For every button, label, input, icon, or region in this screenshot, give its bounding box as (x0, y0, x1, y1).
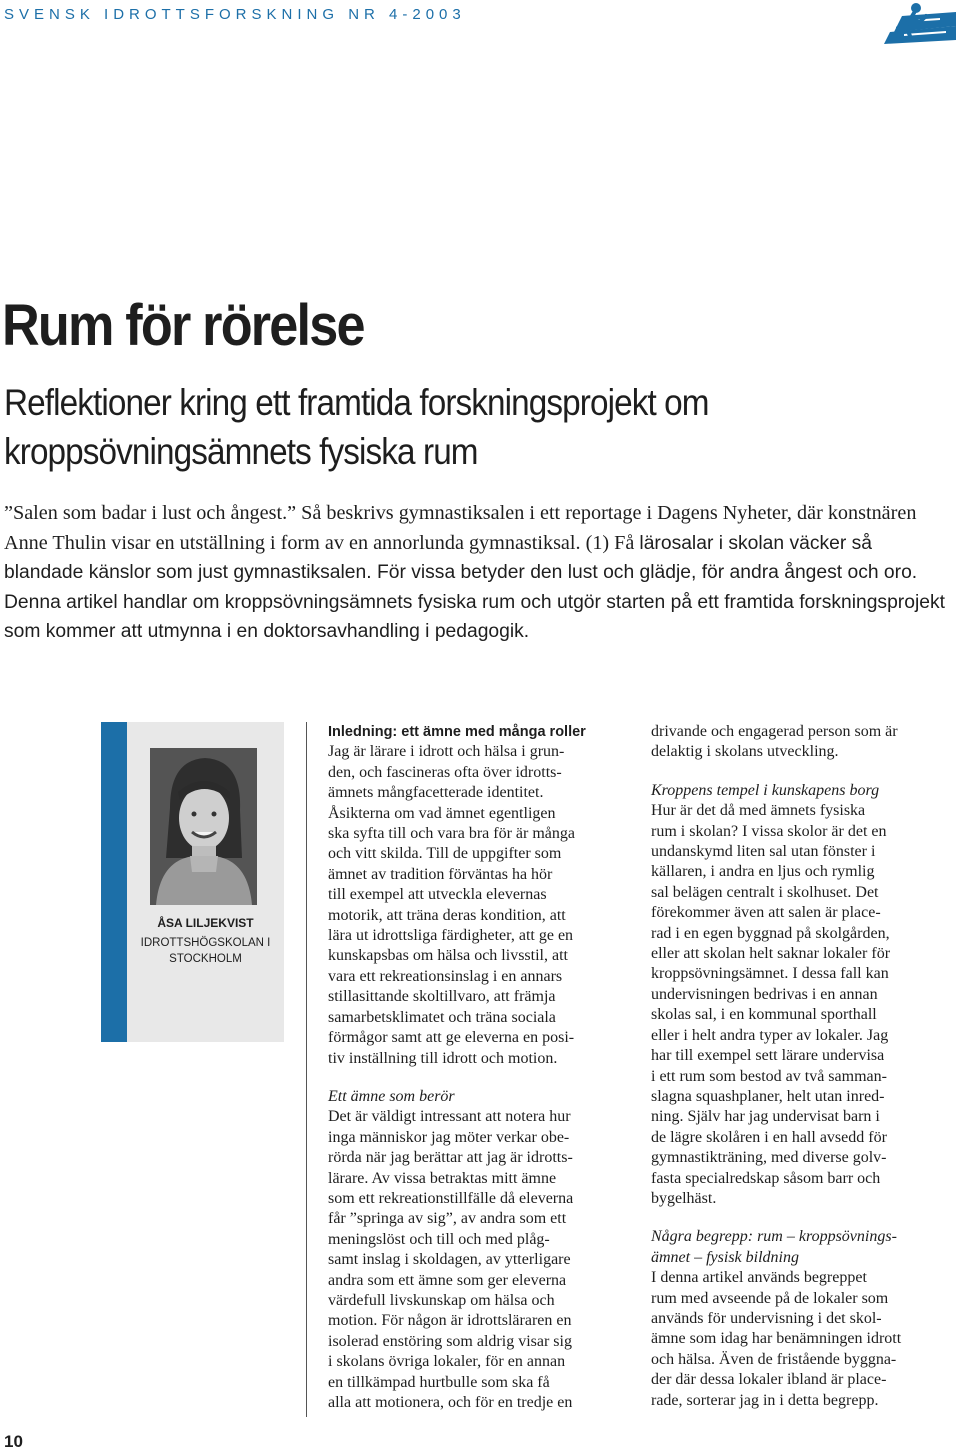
text-line: inga människor jag möter verkar obe- (328, 1128, 570, 1146)
text-line: förmågor samt att ge eleverna en posi- (328, 1029, 575, 1047)
text-line: skolas sal, i en kommunal sporthall (651, 1006, 877, 1024)
text-line: samt inslag i skoldagen, av ytterligare (328, 1251, 571, 1269)
article-title: Rum för rörelse (2, 293, 364, 358)
text-line: alla att motionera, och för en tredje en (328, 1394, 573, 1411)
text-line: delaktig i skolans utveckling. (651, 743, 839, 761)
text-line: drivande och engagerad person som är (651, 723, 898, 740)
text-line: andra som ett ämne som ger eleverna (328, 1271, 567, 1289)
text-line: som ett rekreationstillfälle då eleverna (328, 1189, 574, 1207)
intro-serif-text: ”Salen som badar i lust och ångest.” Så beskrivs gymnastiksalen i ett reportage i Dagens Nyheter, där konstnären Anne Thulin visar en utställning i form av en annorlunda gymnastiksal. (1) Få (4, 502, 917, 554)
author-affiliation: IDROTTSHÖGSKOLAN I STOCKHOLM (140, 937, 271, 965)
author-portrait (150, 748, 257, 905)
text-line: källaren, i andra en ljus och rymlig (651, 863, 875, 881)
paragraph (651, 722, 956, 763)
sprinting-figure-logo-icon (880, 2, 956, 44)
text-line: den, och fascineras ofta över idrotts- (328, 763, 562, 781)
text-line: Åsikterna om vad ämnet egentligen (328, 804, 556, 822)
article-subtitle (4, 378, 904, 476)
column-3 (651, 722, 956, 1411)
text-line: eller i helt andra typer av lokaler. Jag (651, 1026, 889, 1044)
journal-header: SVENSK IDROTTSFORSKNING NR 4-2003 (4, 6, 466, 23)
subtitle-line: Reflektioner kring ett framtida forskningsprojekt om (4, 382, 709, 423)
paragraph (651, 801, 956, 1209)
column-divider (306, 722, 307, 1417)
text-line: i ett rum som bestod av två samman- (651, 1067, 887, 1085)
text-line: slagna squashplaner, helt utan inred- (651, 1087, 885, 1105)
text-line: Några begrepp: rum – kroppsövnings- (651, 1228, 897, 1246)
text-line: till exempel att utveckla elevernas (328, 886, 547, 904)
text-line: I denna artikel används begreppet (651, 1269, 867, 1287)
text-line: ämne som idag har benämningen idrott (651, 1330, 902, 1348)
text-line: i skolans övriga lokaler, för en annan (328, 1353, 566, 1371)
text-line: motion. För någon är idrottsläraren en (328, 1312, 572, 1330)
text-line: rum i skolan? I vissa skolor är det en (651, 822, 887, 840)
intro-sans-text: lärosalar i skolan väcker så blandade känslor som just gymnastiksalen. För vissa betyder den lust och glädje, för andra ångest och oro. Denna artikel handlar om kroppsövningsämnets fysiska rum och utgör starten på ett framtida forskningsprojekt som kommer att utmynna i en doktorsavhandling i pedagogik. (4, 532, 945, 642)
text-line: förekommer även att salen är place- (651, 904, 881, 922)
text-line: stillasittande skoltillvaro, att främja (328, 988, 556, 1006)
text-line: och hälsa. Även de fristående byggna- (651, 1350, 897, 1368)
text-line: en tillkämpad hurtbulle som ska få (328, 1373, 550, 1391)
paragraph (328, 1107, 633, 1413)
text-line: sal belägen centralt i skolhuset. Det (651, 883, 879, 901)
section-heading: Inledning: ett ämne med många roller (328, 724, 586, 740)
text-line: rad i en egen byggnad på skolgården, (651, 924, 890, 942)
text-line: ämnet – fysisk bildning (651, 1248, 799, 1266)
text-line: de lägre skolåren i en hall avsedd för (651, 1128, 887, 1146)
text-line: lära ut idrottsliga färdigheter, att ge en (328, 927, 574, 945)
section-subheading (651, 1227, 956, 1268)
text-line: ning. Själv har jag undervisat barn i (651, 1108, 880, 1126)
paragraph (328, 742, 633, 1069)
text-line: värdefull livskunskap om hälsa och (328, 1291, 555, 1309)
text-line: kunskapsbas om hälsa och livsstil, att (328, 947, 568, 965)
text-line: der där dessa lokaler ibland är place- (651, 1371, 887, 1389)
text-line: Jag är lärare i idrott och hälsa i grun- (328, 743, 565, 761)
text-line: ämnet av tradition förväntas ha hör (328, 865, 553, 883)
text-line: ska syfta till och vara bra för är många (328, 825, 576, 843)
subtitle-line: kroppsövningsämnets fysiska rum (4, 431, 478, 472)
text-line: kroppsövningsämnet. I dessa fall kan (651, 965, 889, 983)
text-line: bygelhäst. (651, 1189, 717, 1207)
text-line: rum med avseende på de lokaler som (651, 1289, 889, 1307)
text-line: rade, sorterar jag in i detta begrepp. (651, 1391, 879, 1409)
paragraph (651, 1268, 956, 1411)
text-line: fasta specialredskap såsom barr och (651, 1169, 881, 1187)
text-line: meningslöst och till och med plåg- (328, 1230, 550, 1248)
section-subheading: Ett ämne som berör (328, 1087, 455, 1105)
text-line: vara ett rekreationsinslag i en annars (328, 967, 563, 985)
column-2 (328, 722, 633, 1413)
text-line: isolerad enstöring som aldrig visar sig (328, 1332, 572, 1350)
text-line: får ”springa av sig”, av andra som ett (328, 1210, 567, 1228)
section-subheading: Kroppens tempel i kunskapens borg (651, 781, 880, 799)
text-line: rörda när jag berättar att jag är idrotts- (328, 1149, 573, 1167)
text-line: undanskymd liten sal utan fönster i (651, 843, 876, 861)
text-line: ämnets mångfacetterade identitet. (328, 784, 544, 802)
text-line: har till exempel sett lärare undervisa (651, 1047, 885, 1065)
text-line: och vitt skilda. Till de uppgifter som (328, 845, 562, 863)
page-number: 10 (4, 1432, 23, 1451)
article-intro (4, 499, 950, 647)
text-line: lärare. Av vissa betraktas mitt ämne (328, 1169, 557, 1187)
accent-bar (101, 722, 127, 1042)
text-line: gymnastikträning, med diverse golv- (651, 1149, 887, 1167)
text-line: eller att skolan helt saknar lokaler för (651, 945, 891, 963)
text-line: samarbetsklimatet och träna sociala (328, 1008, 556, 1026)
text-line: Hur är det då med ämnets fysiska (651, 802, 866, 820)
text-line: används för undervisning i det skol- (651, 1309, 882, 1327)
author-box (101, 722, 284, 1042)
text-line: motorik, att träna deras kondition, att (328, 906, 566, 924)
text-line: undervisningen bedrivas i en annan (651, 985, 878, 1003)
text-line: Det är väldigt intressant att notera hur (328, 1108, 571, 1126)
text-line: tiv inställning till idrott och motion. (328, 1049, 558, 1067)
author-name: ÅSA LILJEKVIST (157, 916, 254, 930)
